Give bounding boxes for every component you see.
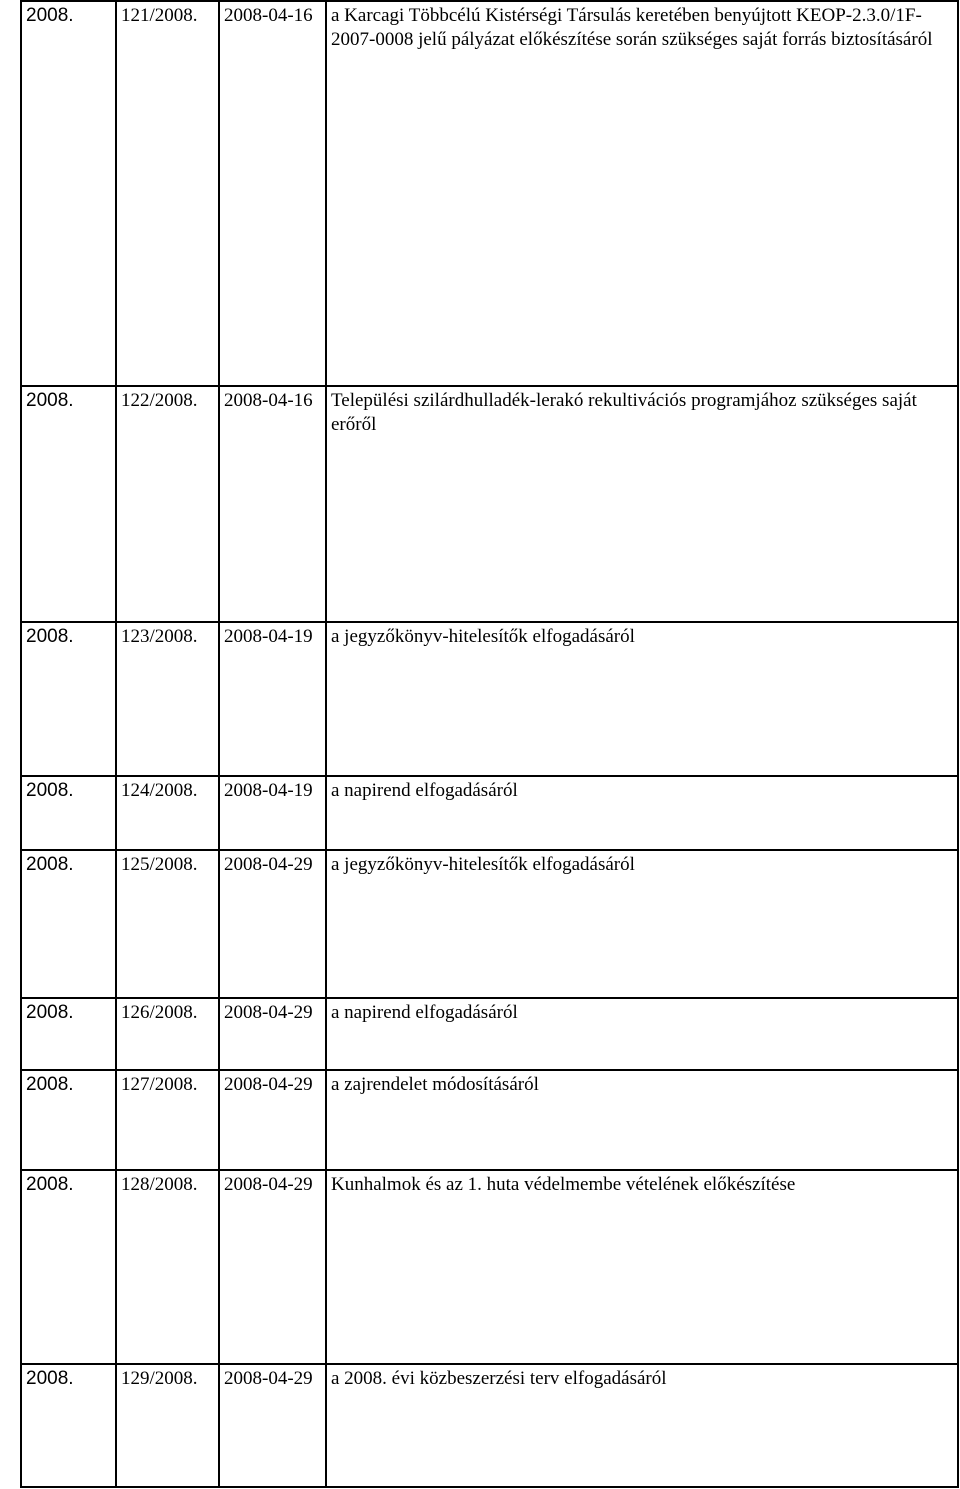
date-cell: 2008-04-19 bbox=[219, 622, 326, 776]
subject-cell: a zajrendelet módosításáról bbox=[326, 1070, 958, 1170]
resolution-number-cell: 121/2008. bbox=[116, 1, 219, 386]
year-cell: 2008. bbox=[21, 1364, 116, 1487]
resolution-number-cell: 125/2008. bbox=[116, 850, 219, 998]
subject-cell: a napirend elfogadásáról bbox=[326, 776, 958, 850]
table-row bbox=[21, 1364, 958, 1487]
date-cell: 2008-04-29 bbox=[219, 1070, 326, 1170]
year-cell: 2008. bbox=[21, 1070, 116, 1170]
date-cell: 2008-04-16 bbox=[219, 1, 326, 386]
date-cell: 2008-04-16 bbox=[219, 386, 326, 622]
resolution-number-cell: 122/2008. bbox=[116, 386, 219, 622]
subject-cell: a jegyzőkönyv-hitelesítők elfogadásáról bbox=[326, 850, 958, 998]
year-cell: 2008. bbox=[21, 776, 116, 850]
resolution-number-cell: 123/2008. bbox=[116, 622, 219, 776]
year-cell: 2008. bbox=[21, 1, 116, 386]
table-row bbox=[21, 622, 958, 776]
subject-cell: Települési szilárdhulladék-lerakó rekultivációs programjához szükséges saját erőről bbox=[326, 386, 958, 622]
resolution-number-cell: 127/2008. bbox=[116, 1070, 219, 1170]
date-cell: 2008-04-29 bbox=[219, 998, 326, 1070]
resolution-number-cell: 124/2008. bbox=[116, 776, 219, 850]
year-cell: 2008. bbox=[21, 998, 116, 1070]
subject-cell: Kunhalmok és az 1. huta védelmembe vételének előkészítése bbox=[326, 1170, 958, 1364]
year-cell: 2008. bbox=[21, 622, 116, 776]
year-cell: 2008. bbox=[21, 850, 116, 998]
resolution-number-cell: 126/2008. bbox=[116, 998, 219, 1070]
table-row bbox=[21, 1170, 958, 1364]
table-row bbox=[21, 776, 958, 850]
resolution-number-cell: 128/2008. bbox=[116, 1170, 219, 1364]
resolution-number-cell: 129/2008. bbox=[116, 1364, 219, 1487]
table-row bbox=[21, 850, 958, 998]
date-cell: 2008-04-29 bbox=[219, 850, 326, 998]
year-cell: 2008. bbox=[21, 1170, 116, 1364]
year-cell: 2008. bbox=[21, 386, 116, 622]
table-row bbox=[21, 1070, 958, 1170]
table-row bbox=[21, 386, 958, 622]
date-cell: 2008-04-29 bbox=[219, 1364, 326, 1487]
subject-cell: a Karcagi Többcélú Kistérségi Társulás keretében benyújtott KEOP-2.3.0/1F-2007-0008 jelű pályázat előkészítése során szükséges saját forrás biztosításáról bbox=[326, 1, 958, 386]
subject-cell: a 2008. évi közbeszerzési terv elfogadásáról bbox=[326, 1364, 958, 1487]
table-row bbox=[21, 998, 958, 1070]
date-cell: 2008-04-29 bbox=[219, 1170, 326, 1364]
resolutions-table bbox=[20, 0, 959, 1488]
subject-cell: a jegyzőkönyv-hitelesítők elfogadásáról bbox=[326, 622, 958, 776]
subject-cell: a napirend elfogadásáról bbox=[326, 998, 958, 1070]
table-row bbox=[21, 1, 958, 386]
date-cell: 2008-04-19 bbox=[219, 776, 326, 850]
